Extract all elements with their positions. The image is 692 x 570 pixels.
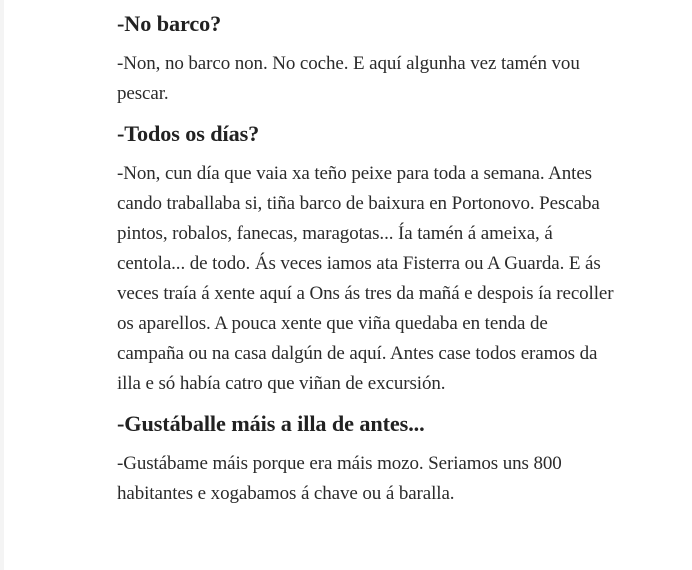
answer-line: habitantes e xogabamos á chave ou á baralla. (117, 483, 455, 504)
question-heading: -No barco? (117, 11, 222, 36)
question-heading: -Gustáballe máis a illa de antes... (117, 411, 425, 436)
page-background (4, 0, 692, 570)
answer-line: centola... de todo. Ás veces iamos ata Fisterra ou A Guarda. E ás (117, 253, 601, 274)
answer-line: campaña ou na casa dalgún de aquí. Antes case todos eramos da (117, 343, 598, 364)
answer-line: -Non, no barco non. No coche. E aquí algunha vez tamén vou (117, 53, 580, 74)
answer-paragraph (117, 449, 562, 509)
answer-line: -Gustábame máis porque era máis mozo. Seriamos uns 800 (117, 453, 562, 474)
answer-line: veces traía á xente aquí a Ons ás tres da mañá e despois ía recoller (117, 283, 614, 304)
answer-line: -Non, cun día que vaia xa teño peixe para toda a semana. Antes (117, 163, 592, 184)
answer-line: pintos, robalos, fanecas, maragotas... Ía tamén á ameixa, á (117, 223, 553, 244)
answer-line: cando traballaba si, tiña barco de baixura en Portonovo. Pescaba (117, 193, 600, 214)
answer-line: os aparellos. A pouca xente que viña quedaba en tenda de (117, 313, 548, 334)
question-heading: -Todos os días? (117, 121, 260, 146)
answer-line: illa e só había catro que viñan de excursión. (117, 373, 446, 394)
answer-paragraph (117, 159, 613, 399)
answer-line: pescar. (117, 83, 169, 104)
answer-paragraph (117, 49, 580, 109)
